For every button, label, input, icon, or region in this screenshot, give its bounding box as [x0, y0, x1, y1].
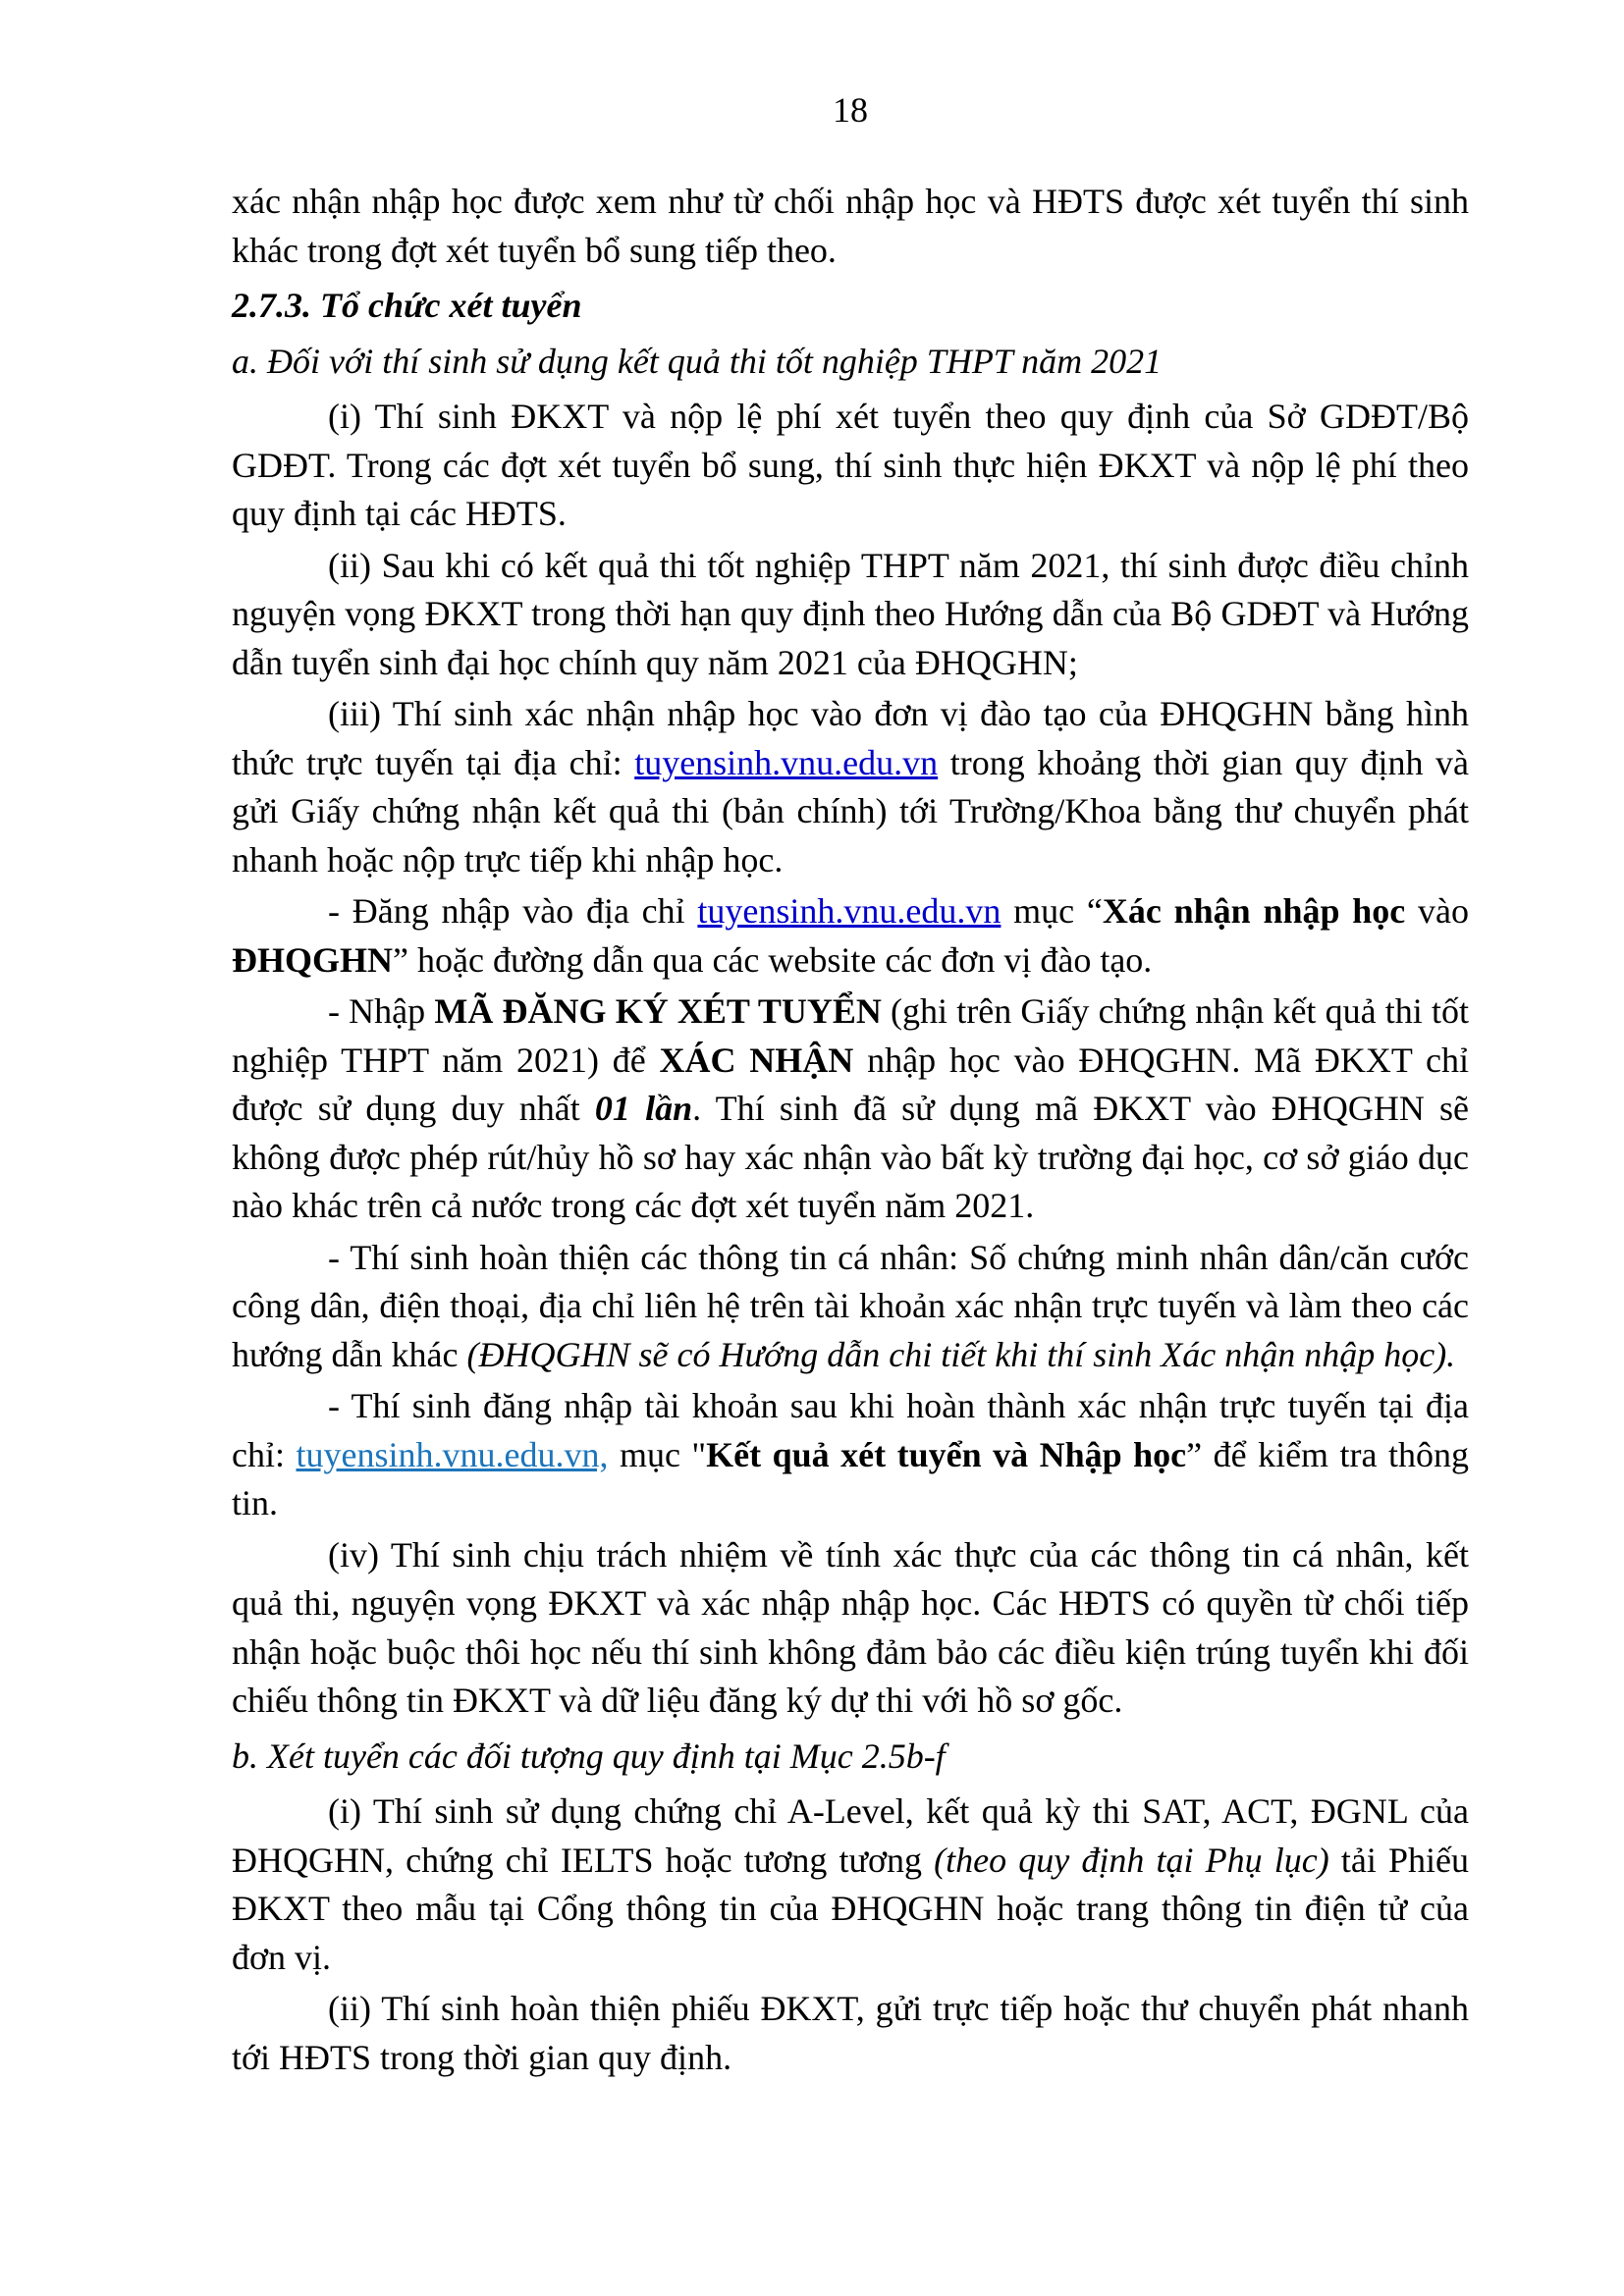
text-run: MÃ ĐĂNG KÝ XÉT TUYỂN: [434, 991, 882, 1031]
document-body: [232, 178, 1469, 2082]
text-run: (ii) Sau khi có kết quả thi tốt nghiệp THPT năm 2021, thí sinh được điều chỉnh nguyện vọng ĐKXT trong thời hạn quy định theo Hướng dẫn của Bộ GDĐT và Hướng dẫn tuyển sinh đại học chính quy năm 2021 của ĐHQGHN;: [232, 545, 1469, 682]
text-run: mục “: [1001, 891, 1103, 931]
text-run: a. Đối với thí sinh sử dụng kết quả thi tốt nghiệp THPT năm 2021: [232, 341, 1163, 381]
text-run: trong khoảng thời gian quy định và gửi Giấy chứng nhận kết quả thi (bản chính) tới Trường/Khoa bằng thư chuyển phát nhanh hoặc nộp trực tiếp khi nhập học.: [232, 742, 1469, 880]
para-b-i: [232, 1788, 1469, 1982]
tuyensinh-link[interactable]: tuyensinh.vnu.edu.vn: [634, 742, 939, 782]
text-run: tải Phiếu ĐKXT theo mẫu tại Cổng thông tin của ĐHQGHN hoặc trang thông tin điện tử của đơn vị.: [232, 1840, 1469, 1977]
text-run: nhập học vào ĐHQGHN. Mã ĐKXT chỉ được sử dụng duy nhất: [232, 1040, 1469, 1128]
para-continuation: [232, 178, 1469, 275]
text-run: (ghi trên Giấy chứng nhận kết quả thi tốt nghiệp THPT năm 2021) để: [232, 991, 1469, 1080]
para-a-iv: [232, 1531, 1469, 1726]
heading-a: [232, 338, 1469, 387]
text-run: ĐHQGHN: [232, 939, 394, 980]
text-run: . Thí sinh đã sử dụng mã ĐKXT vào ĐHQGHN sẽ không được phép rút/hủy hồ sơ hay xác nhận vào bất kỳ trường đại học, cơ sở giáo dục nào khác trên cả nước trong các đợt xét tuyển năm 2021.: [232, 1089, 1470, 1225]
text-run: (iv) Thí sinh chịu trách nhiệm về tính xác thực của các thông tin cá nhân, kết quả thi, nguyện vọng ĐKXT và xác nhập nhập học. Các HĐTS có quyền từ chối tiếp nhận hoặc buộc thôi học nếu thí sinh không đảm bảo các điều kiện trúng tuyển khi đối chiếu thông tin ĐKXT và dữ liệu đăng ký dự thi với hồ sơ gốc.: [232, 1534, 1469, 1720]
text-run: b. Xét tuyển các đối tượng quy định tại Mục 2.5b-f: [232, 1735, 946, 1776]
para-dash-check-result: [232, 1382, 1469, 1528]
text-run: vào: [1405, 891, 1469, 931]
text-run: xác nhận nhập học được xem như từ chối nhập học và HĐTS được xét tuyển thí sinh khác trong đợt xét tuyển bổ sung tiếp theo.: [232, 182, 1469, 270]
text-run: Xác nhận nhập học: [1102, 891, 1406, 931]
para-a-iii: [232, 690, 1469, 884]
text-run: XÁC NHẬN: [659, 1040, 854, 1080]
para-a-ii: [232, 542, 1469, 688]
text-run: (i) Thí sinh ĐKXT và nộp lệ phí xét tuyển theo quy định của Sở GDĐT/Bộ GDĐT. Trong các đợt xét tuyển bổ sung, thí sinh thực hiện ĐKXT và nộp lệ phí theo quy định tại các HĐTS.: [232, 397, 1469, 533]
para-b-ii: [232, 1985, 1469, 2082]
tuyensinh-link[interactable]: tuyensinh.vnu.edu.vn,: [296, 1434, 609, 1474]
para-dash-enter-code: [232, 988, 1469, 1231]
heading-2-7-3: [232, 282, 1469, 331]
text-run: 2.7.3. Tổ chức xét tuyển: [232, 286, 582, 325]
page-number: 18: [833, 90, 868, 130]
text-run: Kết quả xét tuyển và Nhập học: [706, 1434, 1187, 1474]
text-run: mục ": [608, 1434, 707, 1474]
text-run: 01 lần: [594, 1089, 693, 1128]
para-dash-login: [232, 887, 1469, 985]
text-run: (theo quy định tại Phụ lục): [934, 1840, 1329, 1880]
text-run: (i) Thí sinh sử dụng chứng chỉ A-Level, kết quả kỳ thi SAT, ACT, ĐGNL của ĐHQGHN, chứng chỉ IELTS hoặc tương tương: [232, 1791, 1469, 1880]
text-run: ” để kiểm tra thông tin.: [232, 1434, 1470, 1522]
para-a-i: [232, 393, 1469, 539]
para-dash-personal-info: [232, 1234, 1469, 1380]
text-run: - Thí sinh đăng nhập tài khoản sau khi hoàn thành xác nhận trực tuyến tại địa chỉ:: [232, 1386, 1469, 1474]
text-run: (iii) Thí sinh xác nhận nhập học vào đơn vị đào tạo của ĐHQGHN bằng hình thức trực tuyến tại địa chỉ:: [232, 694, 1469, 782]
text-run: - Đăng nhập vào địa chỉ: [328, 891, 698, 931]
tuyensinh-link[interactable]: tuyensinh.vnu.edu.vn: [697, 891, 1001, 931]
text-run: - Thí sinh hoàn thiện các thông tin cá nhân: Số chứng minh nhân dân/căn cước công dân, điện thoại, địa chỉ liên hệ trên tài khoản xác nhận trực tuyến và làm theo các hướng dẫn khác: [232, 1237, 1469, 1374]
text-run: ” hoặc đường dẫn qua các website các đơn vị đào tạo.: [393, 939, 1153, 980]
text-run: (ii) Thí sinh hoàn thiện phiếu ĐKXT, gửi trực tiếp hoặc thư chuyển phát nhanh tới HĐTS trong thời gian quy định.: [232, 1989, 1469, 2077]
text-run: - Nhập: [328, 991, 435, 1031]
text-run: (ĐHQGHN sẽ có Hướng dẫn chi tiết khi thí sinh Xác nhận nhập học).: [466, 1334, 1456, 1374]
heading-b: [232, 1733, 1469, 1782]
